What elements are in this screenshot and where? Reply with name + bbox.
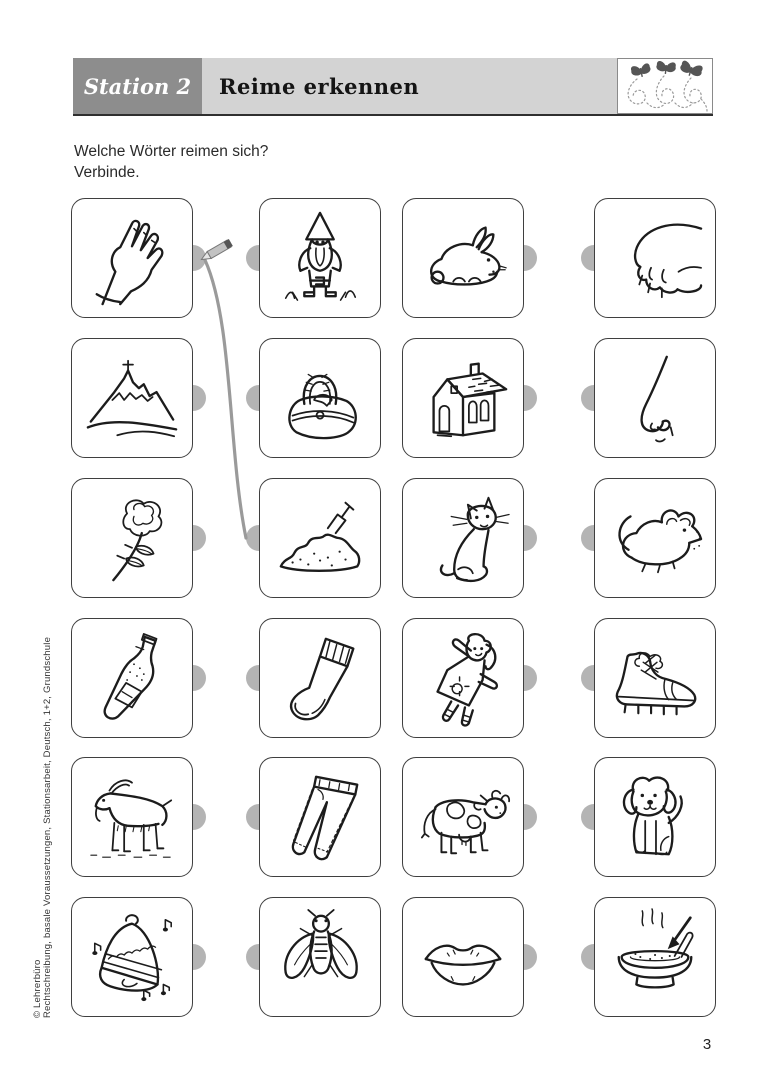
card-face	[594, 478, 716, 598]
instruction-line-2: Verbinde.	[74, 164, 140, 181]
card-soup-bowl	[594, 897, 716, 1017]
paw-icon	[604, 209, 706, 307]
hand-icon	[81, 209, 183, 307]
card-face	[402, 198, 524, 318]
card-face	[71, 478, 193, 598]
card-face	[594, 757, 716, 877]
cat-icon	[412, 489, 514, 587]
cow-icon	[412, 768, 514, 866]
card-paw	[594, 198, 716, 318]
mountain-icon	[81, 349, 183, 447]
football-boot-icon	[604, 629, 706, 727]
sand-pile-icon	[269, 489, 371, 587]
card-face	[594, 198, 716, 318]
card-face	[594, 338, 716, 458]
fly-icon	[269, 908, 371, 1006]
card-football-boot	[594, 618, 716, 738]
card-dog	[594, 757, 716, 877]
card-face	[71, 338, 193, 458]
card-face	[594, 618, 716, 738]
card-goat	[71, 757, 193, 877]
card-sand-pile	[259, 478, 381, 598]
card-gnome	[259, 198, 381, 318]
rabbit-icon	[412, 209, 514, 307]
card-mouth	[402, 897, 524, 1017]
card-face	[71, 198, 193, 318]
card-nose	[594, 338, 716, 458]
card-doll	[402, 618, 524, 738]
card-face	[71, 897, 193, 1017]
card-rabbit	[402, 198, 524, 318]
card-face	[402, 338, 524, 458]
doll-icon	[412, 629, 514, 727]
mouse-icon	[604, 489, 706, 587]
card-face	[594, 897, 716, 1017]
card-face	[402, 478, 524, 598]
sock-icon	[269, 629, 371, 727]
instruction-line-1: Welche Wörter reimen sich?	[74, 143, 269, 160]
card-cow	[402, 757, 524, 877]
card-face	[259, 198, 381, 318]
nose-icon	[604, 349, 706, 447]
soup-bowl-icon	[604, 908, 706, 1006]
card-bell	[71, 897, 193, 1017]
card-face	[71, 757, 193, 877]
card-face	[259, 618, 381, 738]
card-face	[259, 897, 381, 1017]
bell-icon	[81, 908, 183, 1006]
dog-icon	[604, 768, 706, 866]
card-bottle	[71, 618, 193, 738]
card-face	[259, 338, 381, 458]
card-mountain	[71, 338, 193, 458]
handbag-icon	[269, 349, 371, 447]
card-rose	[71, 478, 193, 598]
card-face	[402, 757, 524, 877]
page-title: Reime erkennen	[219, 73, 420, 99]
page-number: 3	[702, 1036, 712, 1053]
sidebar-credit: Rechtschreibung, basale Voraussetzungen, Stationsarbeit, Deutsch, 1+2, Grundschule	[42, 636, 53, 1018]
card-cat	[402, 478, 524, 598]
card-hand	[71, 198, 193, 318]
card-handbag	[259, 338, 381, 458]
house-icon	[412, 349, 514, 447]
trousers-icon	[269, 768, 371, 866]
card-face	[259, 757, 381, 877]
card-trousers	[259, 757, 381, 877]
goat-icon	[81, 768, 183, 866]
card-face	[259, 478, 381, 598]
card-house	[402, 338, 524, 458]
card-face	[402, 618, 524, 738]
card-fly	[259, 897, 381, 1017]
station-label: Station 2	[83, 73, 192, 99]
gnome-icon	[269, 209, 371, 307]
bottle-icon	[81, 629, 183, 727]
card-face	[71, 618, 193, 738]
sidebar-copyright: © Lehrerbüro	[32, 959, 43, 1018]
card-sock	[259, 618, 381, 738]
rose-icon	[81, 489, 183, 587]
card-mouse	[594, 478, 716, 598]
card-face	[402, 897, 524, 1017]
mouth-icon	[412, 908, 514, 1006]
